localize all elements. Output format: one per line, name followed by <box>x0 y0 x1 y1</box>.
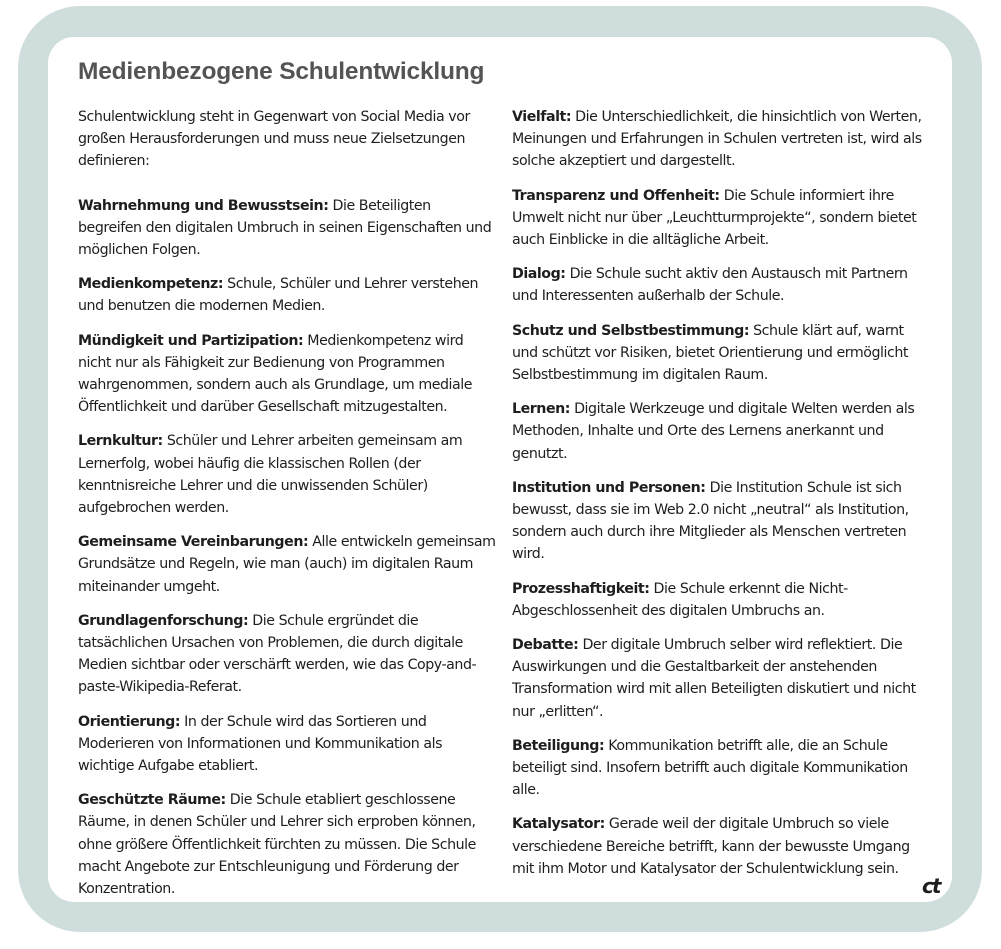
item-term: Debatte: <box>512 637 579 654</box>
item-text: Die Schule etabliert geschlossene Räume, in denen Schüler und Lehrer sich erproben können, ohne größere Öffentlichkeit fürchten zu müssen. Die Schule macht Angebote zur Entschleunigung und Förderung der Konzentration. <box>78 792 476 898</box>
item-text: Die Schule ergründet die tatsächlichen Ursachen von Problemen, die durch digitale Medien sichtbar oder verschärft werden, wie das Copy-and-paste-Wikipedia-Referat. <box>78 612 477 696</box>
item-term: Schutz und Selbstbestimmung: <box>512 322 750 339</box>
item-term: Lernkultur: <box>78 433 163 450</box>
item-text: Die Unterschiedlichkeit, die hinsichtlich von Werten, Meinungen und Erfahrungen in Schulen vertreten ist, wird als solche akzeptiert und dargestellt. <box>512 109 922 170</box>
item-text: Schule, Schüler und Lehrer verstehen und benutzen die modernen Medien. <box>78 276 479 315</box>
item-term: Gemeinsame Vereinbarungen: <box>78 534 309 551</box>
list-item <box>512 185 932 252</box>
list-item <box>78 195 498 262</box>
item-text: Alle entwickeln gemeinsam Grundsätze und Regeln, wie man (auch) im digitalen Raum miteinander umgeht. <box>78 534 496 595</box>
ct-logo-icon: ct <box>922 874 940 898</box>
item-term: Mündigkeit und Partizipation: <box>78 332 304 349</box>
item-term: Medienkompetenz: <box>78 276 224 293</box>
list-item <box>512 813 932 880</box>
item-text: Schüler und Lehrer arbeiten gemeinsam am Lernerfolg, wobei häufig die klassischen Rollen (der kenntnisreiche Lehrer und die unwissenden Schüler) aufgebrochen werden. <box>78 433 463 517</box>
item-term: Katalysator: <box>512 816 605 833</box>
list-item <box>78 610 498 699</box>
list-item <box>78 789 498 900</box>
item-term: Institution und Personen: <box>512 479 706 496</box>
item-text: Kommunikation betrifft alle, die an Schule beteiligt sind. Insofern betrifft auch digitale Kommunikation alle. <box>512 737 908 799</box>
item-text: In der Schule wird das Sortieren und Moderieren von Informationen und Kommunikation als wichtige Aufgabe etabliert. <box>78 713 443 775</box>
list-item <box>78 711 498 778</box>
list-item <box>512 735 932 802</box>
item-text: Die Schule erkennt die Nicht-Abgeschlossenheit des digitalen Umbruchs an. <box>512 580 848 619</box>
right-column <box>512 106 932 892</box>
list-item <box>78 430 498 519</box>
item-text: Digitale Werkzeuge und digitale Welten werden als Methoden, Inhalte und Orte des Lernens anerkannt und genutzt. <box>512 401 915 462</box>
list-item <box>78 273 498 317</box>
item-term: Grundlagenforschung: <box>78 612 249 629</box>
left-column <box>78 106 498 912</box>
item-term: Beteiligung: <box>512 737 605 754</box>
item-term: Lernen: <box>512 401 571 418</box>
item-term: Wahrnehmung und Bewusstsein: <box>78 197 329 214</box>
item-text: Gerade weil der digitale Umbruch so viele verschiedene Bereiche betrifft, kann der bewusste Umgang mit ihm Motor und Katalysator der Schulentwicklung sein. <box>512 816 910 877</box>
item-term: Dialog: <box>512 266 566 283</box>
list-item <box>512 106 932 173</box>
list-item <box>512 263 932 307</box>
item-text: Medienkompetenz wird nicht nur als Fähigkeit zur Bedienung von Programmen wahrgenommen, sondern auch als Grundlage, um mediale Öffentlichkeit und darüber Gesellschaft mitzugestalten. <box>78 332 473 416</box>
list-item <box>78 531 498 598</box>
item-text: Der digitale Umbruch selber wird reflektiert. Die Auswirkungen und die Gestaltbarkeit der anstehenden Transformation wird mit allen Beteiligten diskutiert und nicht nur „erlitten“. <box>512 637 916 720</box>
list-item <box>512 320 932 387</box>
item-text: Die Beteiligten begreifen den digitalen Umbruch in seinen Eigenschaften und möglichen Folgen. <box>78 197 492 259</box>
item-term: Geschützte Räume: <box>78 792 226 809</box>
list-item <box>512 578 932 622</box>
item-text: Schule klärt auf, warnt und schützt vor Risiken, bietet Orientierung und ermöglicht Selbstbestimmung im digitalen Raum. <box>512 322 909 384</box>
box-title: Medienbezogene Schulentwicklung <box>78 58 485 85</box>
item-text: Die Schule sucht aktiv den Austausch mit Partnern und Interessenten außerhalb der Schule. <box>512 266 908 305</box>
list-item <box>512 398 932 465</box>
item-text: Die Institution Schule ist sich bewusst, dass sie im Web 2.0 nicht „neutral“ als Institution, sondern auch durch ihre Mitglieder als Menschen vertreten wird. <box>512 479 909 563</box>
intro-paragraph: Schulentwicklung steht in Gegenwart von Social Media vor großen Herausforderungen und muss neue Zielsetzungen definieren: <box>78 109 470 170</box>
list-item <box>512 477 932 566</box>
item-text: Die Schule informiert ihre Umwelt nicht nur über „Leuchtturmprojekte“, sondern bietet auch Einblicke in die alltägliche Arbeit. <box>512 187 917 249</box>
item-term: Orientierung: <box>78 713 181 730</box>
item-term: Transparenz und Offenheit: <box>512 187 720 204</box>
item-term: Prozesshaftigkeit: <box>512 580 650 597</box>
list-item <box>78 330 498 419</box>
list-item <box>512 634 932 723</box>
item-term: Vielfalt: <box>512 109 572 125</box>
